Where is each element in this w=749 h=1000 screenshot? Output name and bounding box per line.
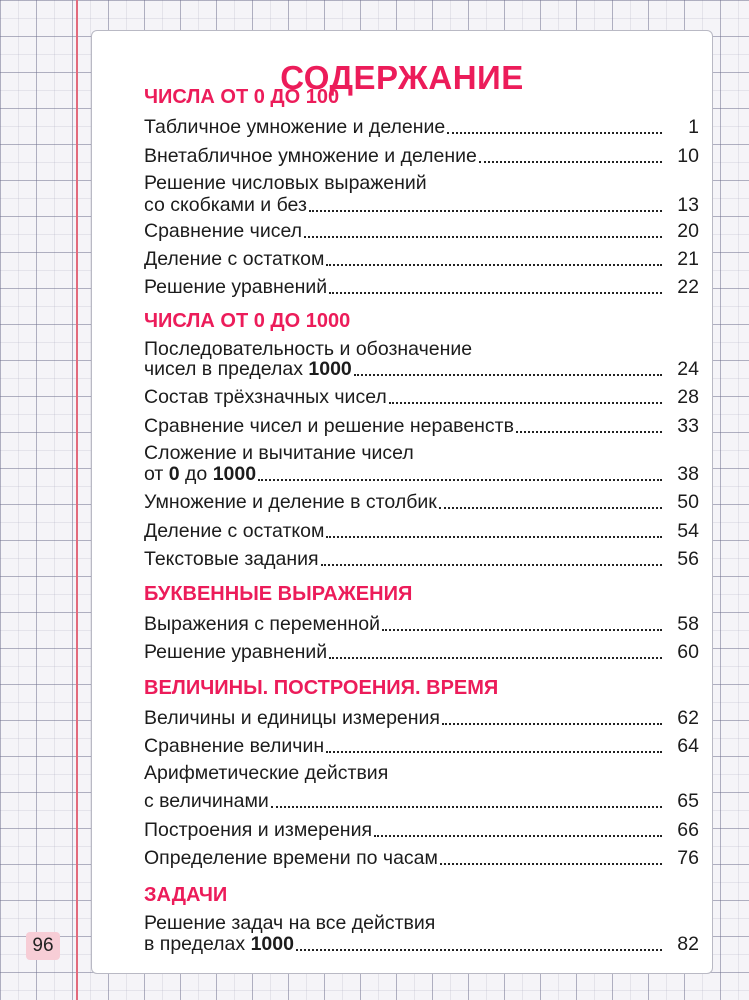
- dot-leader: [296, 949, 662, 951]
- toc-entry[interactable]: [144, 612, 699, 636]
- toc-entry[interactable]: [144, 519, 699, 543]
- toc-entry-label: в пределах 1000: [144, 933, 294, 955]
- dot-leader: [271, 806, 662, 808]
- toc-entry-label: Определение времени по часам: [144, 847, 438, 869]
- toc-entry-label: Табличное умножение и деление: [144, 116, 446, 138]
- toc-entry-label: Сравнение чисел и решение неравенств: [144, 415, 514, 437]
- toc-entry-page: 54: [677, 520, 699, 542]
- toc-entry[interactable]: [144, 193, 699, 217]
- toc-entry[interactable]: [144, 640, 699, 664]
- dot-leader: [309, 210, 662, 212]
- toc-entry-label: Построения и измерения: [144, 819, 373, 841]
- section-heading: ЧИСЛА ОТ 0 ДО 100: [144, 86, 340, 108]
- toc-entry[interactable]: [144, 932, 699, 956]
- toc-entry[interactable]: [144, 547, 699, 571]
- dot-leader: [440, 863, 662, 865]
- dot-leader: [321, 564, 662, 566]
- dot-leader: [326, 536, 662, 538]
- dot-leader: [304, 236, 662, 238]
- toc-entry-label: Деление с остатком: [144, 520, 325, 542]
- toc-entry[interactable]: [144, 275, 699, 299]
- toc-entry[interactable]: [144, 144, 699, 168]
- toc-entry-page: 64: [677, 735, 699, 757]
- toc-entry[interactable]: [144, 734, 699, 758]
- toc-entry[interactable]: [144, 490, 699, 514]
- toc-entry-page: 21: [677, 248, 699, 270]
- dot-leader: [354, 374, 662, 376]
- toc-entry-page: 66: [677, 819, 699, 841]
- toc-entry-label: от 0 до 1000: [144, 463, 257, 485]
- toc-entry-page: 58: [677, 613, 699, 635]
- dot-leader: [442, 723, 662, 725]
- toc-entry[interactable]: [144, 846, 699, 870]
- dot-leader: [389, 402, 662, 404]
- toc-entry-label: Выражения с переменной: [144, 613, 381, 635]
- toc-entry-page: 28: [677, 386, 699, 408]
- toc-entry-page: 60: [677, 641, 699, 663]
- toc-entry-page: 13: [677, 194, 699, 216]
- toc-entry-page: 22: [677, 276, 699, 298]
- toc-entry-first-line: Решение числовых выражений: [144, 172, 427, 194]
- toc-entry-first-line: Решение задач на все действия: [144, 912, 436, 934]
- toc-entry-label: Решение уравнений: [144, 641, 328, 663]
- notebook-margin-line: [76, 0, 78, 1000]
- dot-leader: [329, 657, 662, 659]
- toc-entry[interactable]: [144, 247, 699, 271]
- toc-entry-page: 20: [677, 220, 699, 242]
- toc-entry-page: 33: [677, 415, 699, 437]
- toc-entry[interactable]: [144, 706, 699, 730]
- dot-leader: [439, 507, 662, 509]
- toc-entry-first-line: Последовательность и обозначение: [144, 338, 473, 360]
- toc-entry-page: 65: [677, 790, 699, 812]
- toc-entry-first-line: Сложение и вычитание чисел: [144, 442, 414, 464]
- toc-entry-first-line: Арифметические действия: [144, 762, 389, 784]
- dot-leader: [258, 479, 662, 481]
- dot-leader: [374, 835, 662, 837]
- dot-leader: [516, 431, 662, 433]
- toc-entry-page: 10: [677, 145, 699, 167]
- dot-leader: [329, 292, 662, 294]
- toc-entry-label: Решение уравнений: [144, 276, 328, 298]
- section-heading: ЧИСЛА ОТ 0 ДО 1000: [144, 310, 351, 332]
- section-heading: БУКВЕННЫЕ ВЫРАЖЕНИЯ: [144, 583, 413, 605]
- toc-entry-label: с величинами: [144, 790, 269, 812]
- toc-entry-page: 62: [677, 707, 699, 729]
- page-title: СОДЕРЖАНИЕ: [280, 59, 524, 96]
- toc-entry-label: Сравнение величин: [144, 735, 325, 757]
- toc-entry-page: 24: [677, 358, 699, 380]
- toc-entry[interactable]: [144, 414, 699, 438]
- toc-entry[interactable]: [144, 789, 699, 813]
- dot-leader: [479, 161, 662, 163]
- toc-entry-label: Величины и единицы измерения: [144, 707, 440, 729]
- toc-entry[interactable]: [144, 385, 699, 409]
- toc-entry-page: 56: [677, 548, 699, 570]
- toc-entry-page: 82: [677, 933, 699, 955]
- dot-leader: [447, 132, 662, 134]
- toc-entry-label: чисел в пределах 1000: [144, 358, 352, 380]
- toc-entry-label: Деление с остатком: [144, 248, 325, 270]
- toc-entry-label: Сравнение чисел: [144, 220, 303, 242]
- toc-entry-label: Внетабличное умножение и деление: [144, 145, 477, 167]
- toc-entry-label: Состав трёхзначных чисел: [144, 386, 387, 408]
- toc-entry-page: 50: [677, 491, 699, 513]
- page-number: 96: [26, 932, 60, 960]
- dot-leader: [326, 751, 662, 753]
- section-heading: ЗАДАЧИ: [144, 884, 228, 906]
- toc-entry-page: 1: [688, 116, 699, 138]
- toc-entry[interactable]: [144, 219, 699, 243]
- toc-entry-label: Умножение и деление в столбик: [144, 491, 437, 513]
- dot-leader: [382, 629, 662, 631]
- toc-entry-page: 76: [677, 847, 699, 869]
- section-heading: ВЕЛИЧИНЫ. ПОСТРОЕНИЯ. ВРЕМЯ: [144, 677, 499, 699]
- toc-entry[interactable]: [144, 818, 699, 842]
- toc-entry-label: Текстовые задания: [144, 548, 319, 570]
- toc-entry[interactable]: [144, 357, 699, 381]
- toc-entry-label: со скобками и без: [144, 194, 307, 216]
- toc-entry-page: 38: [677, 463, 699, 485]
- toc-entry[interactable]: [144, 462, 699, 486]
- dot-leader: [326, 264, 662, 266]
- toc-entry[interactable]: [144, 115, 699, 139]
